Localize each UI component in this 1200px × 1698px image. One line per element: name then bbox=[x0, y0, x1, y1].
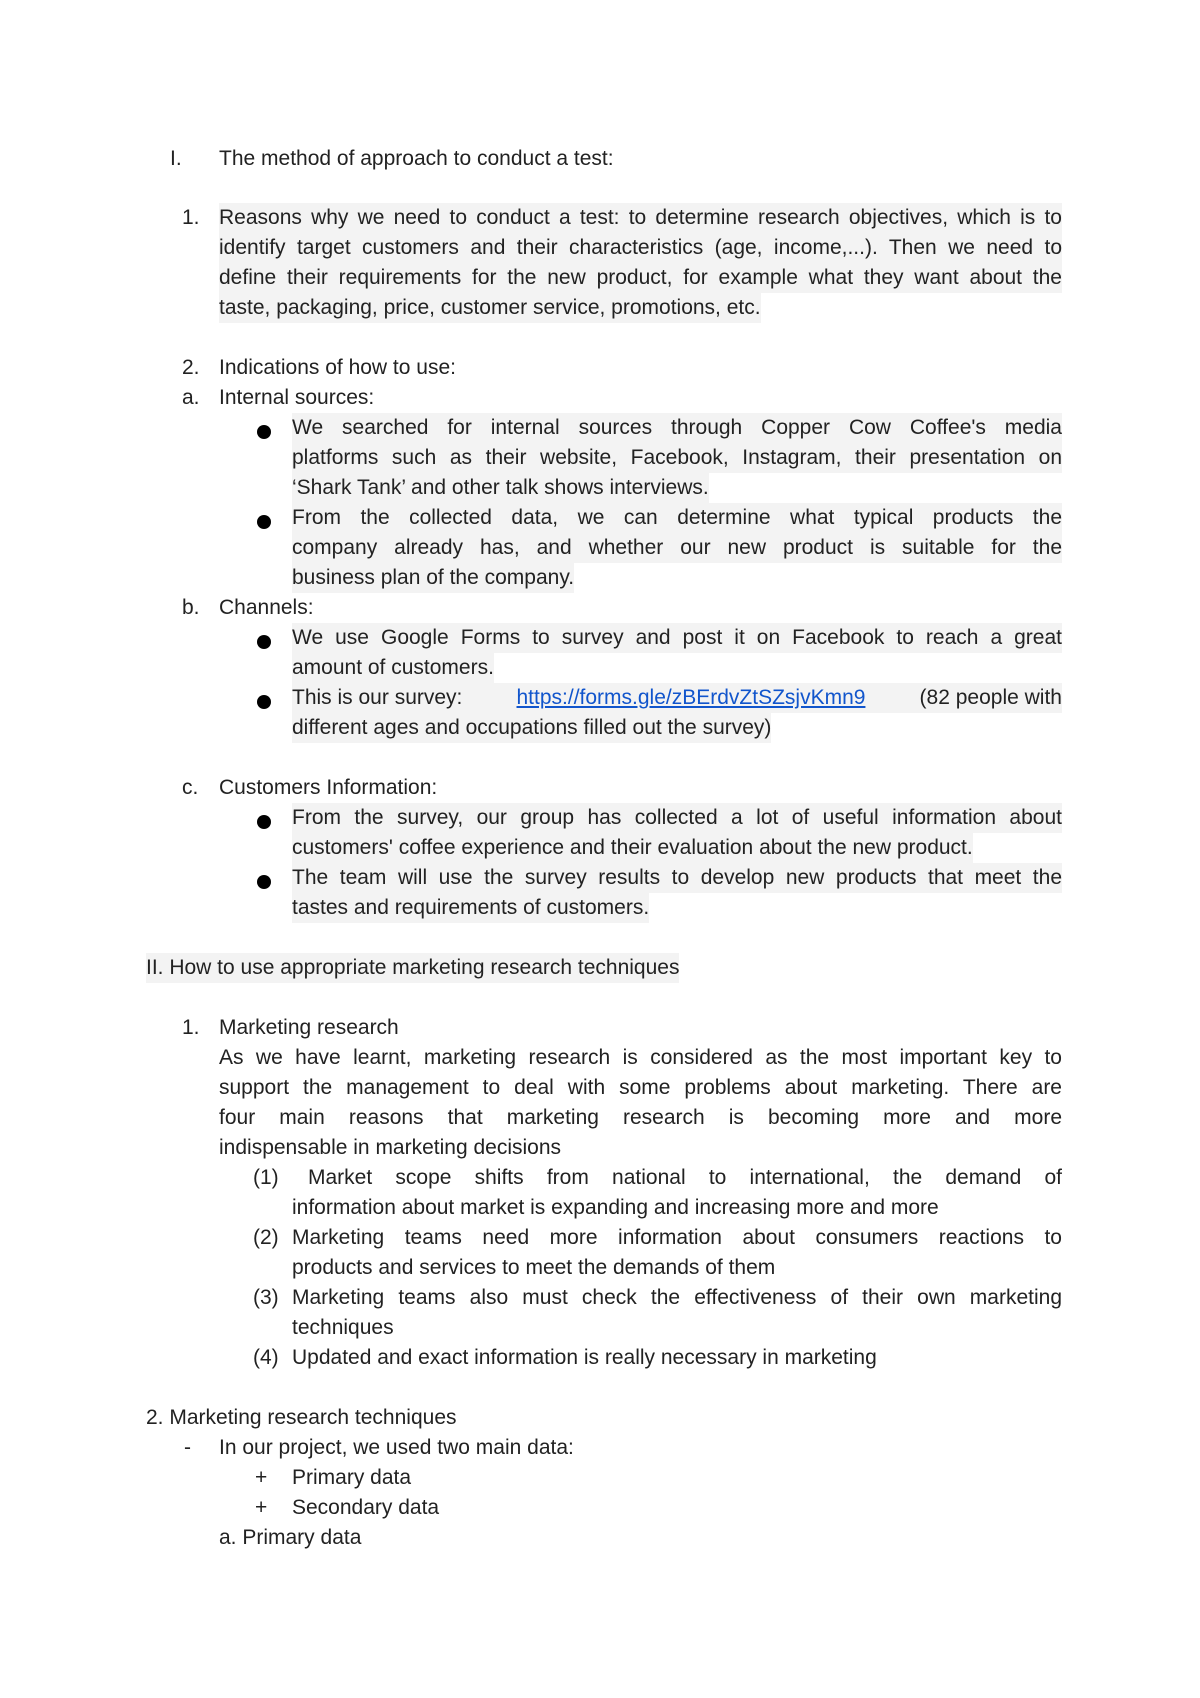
bullet-icon bbox=[257, 425, 271, 439]
customers-info-bullet-line: customers' coffee experience and their evaluation about the new product. bbox=[292, 833, 973, 863]
item-1-line: Reasons why we need to conduct a test: to determine research objectives, which is to bbox=[219, 203, 1062, 233]
section-1-title: The method of approach to conduct a test: bbox=[219, 147, 614, 170]
reason-marker: (4) bbox=[253, 1346, 279, 1369]
survey-label: This is our survey: bbox=[292, 686, 463, 709]
survey-link[interactable]: https://forms.gle/zBErdvZtSZsjvKmn9 bbox=[516, 686, 866, 709]
marketing-research-para-line: indispensable in marketing decisions bbox=[219, 1136, 562, 1159]
sub-a-title: Internal sources: bbox=[219, 386, 375, 409]
reason-marker: (2) bbox=[253, 1226, 279, 1249]
item-1-line: taste, packaging, price, customer service, promotions, etc. bbox=[219, 293, 761, 323]
channels-bullet-line: amount of customers. bbox=[292, 653, 494, 683]
plus-marker: + bbox=[255, 1466, 268, 1489]
internal-sources-bullet-line: We searched for internal sources through Copper Cow Coffee's media bbox=[292, 413, 1062, 443]
marketing-research-para-line: four main reasons that marketing research is becoming more and more bbox=[219, 1106, 1062, 1129]
section-2-item-1-marker: 1. bbox=[182, 1016, 200, 1039]
dash-marker: - bbox=[184, 1436, 191, 1459]
section-2-title: II. How to use appropriate marketing research techniques bbox=[146, 953, 679, 983]
sub-b-title: Channels: bbox=[219, 596, 314, 619]
reason-line: information about market is expanding and increasing more and more bbox=[292, 1196, 939, 1219]
collected-data-bullet-line: From the collected data, we can determine what typical products the bbox=[292, 503, 1062, 533]
reason-marker: (3) bbox=[253, 1286, 279, 1309]
bullet-icon bbox=[257, 695, 271, 709]
collected-data-bullet-line: business plan of the company. bbox=[292, 563, 574, 593]
item-2-marker: 2. bbox=[182, 356, 200, 379]
reason-line: Marketing teams also must check the effectiveness of their own marketing bbox=[292, 1286, 1062, 1309]
item-1-line: identify target customers and their characteristics (age, income,...). Then we need to bbox=[219, 233, 1062, 263]
marketing-research-para-line: As we have learnt, marketing research is considered as the most important key to bbox=[219, 1046, 1062, 1069]
internal-sources-bullet-line: ‘Shark Tank’ and other talk shows interviews. bbox=[292, 473, 709, 503]
sub-c-marker: c. bbox=[182, 776, 199, 799]
survey-count-text: (82 people with bbox=[919, 686, 1062, 709]
customers-info-bullet-line: From the survey, our group has collected a lot of useful information about bbox=[292, 803, 1062, 833]
marketing-research-para-line: support the management to deal with some problems about marketing. There are bbox=[219, 1076, 1062, 1099]
reason-marker: (1) bbox=[253, 1166, 279, 1189]
reason-line: Updated and exact information is really necessary in marketing bbox=[292, 1346, 877, 1369]
bullet-icon bbox=[257, 875, 271, 889]
sub-a-marker: a. bbox=[182, 386, 200, 409]
item-1-marker: 1. bbox=[182, 206, 200, 229]
channels-bullet-line: We use Google Forms to survey and post it on Facebook to reach a great bbox=[292, 623, 1062, 653]
sub-b-marker: b. bbox=[182, 596, 200, 619]
bullet-icon bbox=[257, 815, 271, 829]
reason-line: Marketing teams need more information about consumers reactions to bbox=[292, 1226, 1062, 1249]
section-1-marker: I. bbox=[170, 147, 182, 170]
data-type-item: Secondary data bbox=[292, 1496, 440, 1519]
data-type-item: Primary data bbox=[292, 1466, 412, 1489]
survey-bullet-line bbox=[292, 683, 1062, 713]
bullet-icon bbox=[257, 515, 271, 529]
collected-data-bullet-line: company already has, and whether our new product is suitable for the bbox=[292, 533, 1062, 563]
reason-line: Market scope shifts from national to international, the demand of bbox=[308, 1166, 1062, 1189]
reason-line: products and services to meet the demands of them bbox=[292, 1256, 776, 1279]
sub-c-title: Customers Information: bbox=[219, 776, 438, 799]
reason-line: techniques bbox=[292, 1316, 394, 1339]
two-main-data-text: In our project, we used two main data: bbox=[219, 1436, 574, 1459]
item-1-line: define their requirements for the new product, for example what they want about the bbox=[219, 263, 1062, 293]
plus-marker: + bbox=[255, 1496, 268, 1519]
primary-data-heading: a. Primary data bbox=[219, 1526, 362, 1549]
internal-sources-bullet-line: platforms such as their website, Facebook, Instagram, their presentation on bbox=[292, 443, 1062, 473]
bullet-icon bbox=[257, 635, 271, 649]
survey-bullet-line: different ages and occupations filled out the survey) bbox=[292, 713, 771, 743]
customers-info-bullet-line: tastes and requirements of customers. bbox=[292, 893, 649, 923]
marketing-research-title: Marketing research bbox=[219, 1016, 399, 1039]
marketing-techniques-title: 2. Marketing research techniques bbox=[146, 1406, 457, 1429]
item-2-title: Indications of how to use: bbox=[219, 356, 456, 379]
customers-info-bullet-line: The team will use the survey results to develop new products that meet the bbox=[292, 863, 1062, 893]
